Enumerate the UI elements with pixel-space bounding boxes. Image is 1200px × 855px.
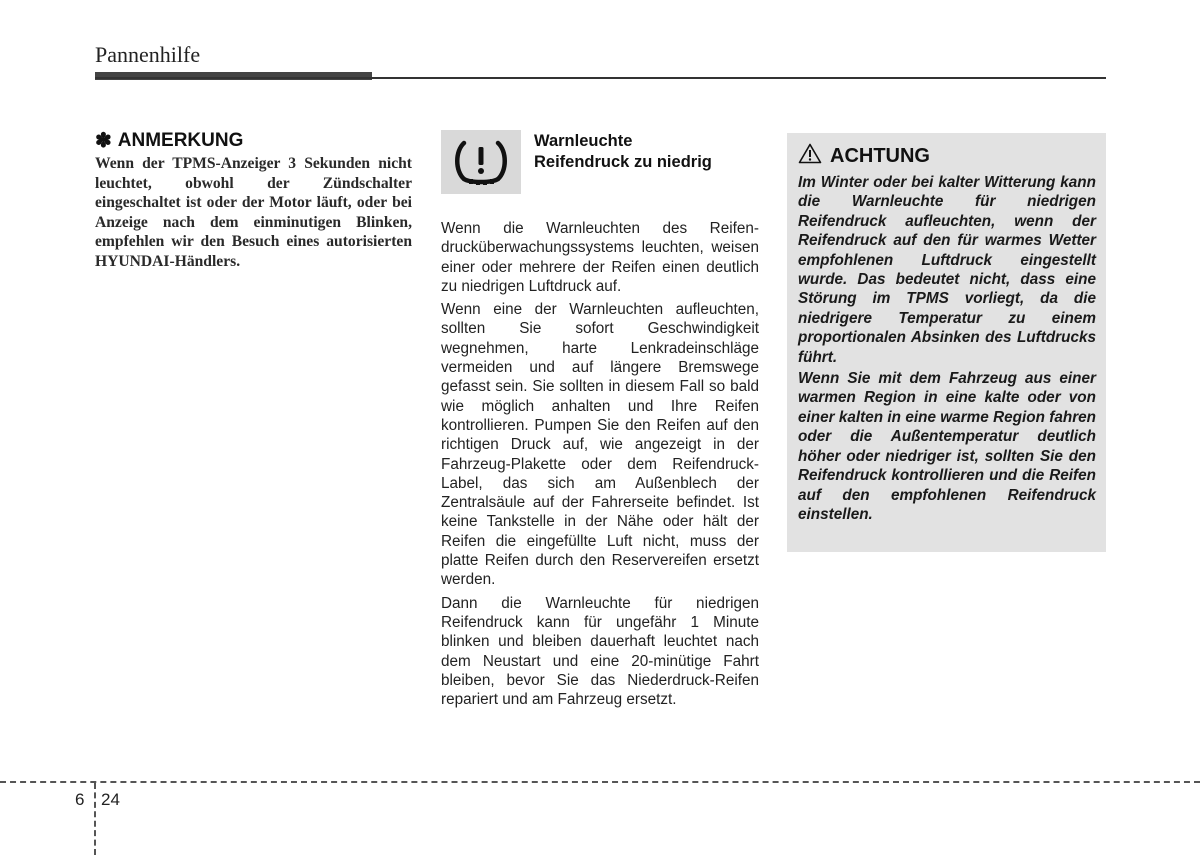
caution-box [787,133,1106,552]
footer-divider [0,781,1200,783]
note-heading-label: ANMERKUNG [117,130,244,151]
caution-paragraph: Wenn Sie mit dem Fahrzeug aus einer warmen Region in eine kalte oder von einer kalten in eine warme Region fahren oder die Außentemperatur deutlich höher oder niedriger ist, sollten Sie den Reifendruck kontrollieren und die Reifen auf den empfohlenen Reifendruck einstellen. [798,370,1096,523]
page-number: 24 [101,790,120,809]
header-rule [95,77,1106,79]
warning-light-body [441,219,759,713]
warning-light-title-line1: Warnleuchte [534,132,633,150]
warning-light-title-line2: Reifendruck zu niedrig [534,153,712,171]
chapter-number: 6 [75,790,85,809]
warning-triangle-icon [798,143,822,170]
footer-vertical-divider [94,783,96,855]
note-block [95,130,412,271]
note-heading [95,130,412,152]
note-star-icon: ✽ [95,130,112,152]
caution-heading [798,143,1096,170]
section-title: Pannenhilfe [95,42,201,67]
paragraph: Wenn die Warnleuchten des Reifendrucküberwachungssystems leuchten, weisen einer oder mehrere der Reifen einen deutlich zu niedrigen Luftdruck auf. [441,220,759,295]
paragraph: Dann die Warnleuchte für niedrigen Reifendruck kann für ungefähr 1 Minute blinken und bleiben dauerhaft leuchtet nach dem Neustart und eine 20-minütige Fahrt bleiben, bevor Sie das Niederdruck-Reifen repariert und am Fahrzeug ersetzt. [441,594,759,709]
caution-paragraph: Im Winter oder bei kalter Witterung kann die Warnleuchte für niedrigen Reifendruck aufleuchten, wenn der Reifendruck auf den für warmes Wetter empfohlenen Luftdruck eingestellt wurde. Das bedeutet nicht, dass eine Störung im TPMS vorliegt, da die niedrigere Temperatur zu einem proportionalen Absinken des Luftdrucks führt. [798,174,1096,366]
note-text: Wenn der TPMS-Anzeiger 3 Sekunden nicht leuchtet, obwohl der Zündschalter eingeschaltet ist oder der Motor läuft, oder bei Anzeige nach dem einminutigen Blinken, empfehlen wir den Besuch eines autorisierten HYUNDAI-Händlers. [95,155,412,270]
tpms-warning-icon [441,130,521,194]
paragraph: Wenn eine der Warnleuchten aufleuchten, sollten Sie sofort Geschwindigkeit wegnehmen, harte Lenkradeinschläge vermeiden und auf längere Bremswege gefasst sein. Sie sollten in diesem Fall so bald wie möglich anhalten und Ihre Reifen kontrollieren. Pumpen Sie den Reifen auf den richtigen Druck auf, wie angezeigt in der Fahrzeug-Plakette oder dem Reifendruck-Label, das sich am Außenblech der Zentralsäule auf der Fahrerseite befindet. Ist keine Tankstelle in der Nähe oder hält der Reifen die eingefüllte Luft nicht, muss der platte Reifen durch den Reservereifen ersetzt werden. [441,301,759,589]
caution-heading-label: ACHTUNG [830,145,930,167]
warning-light-title [534,131,759,173]
